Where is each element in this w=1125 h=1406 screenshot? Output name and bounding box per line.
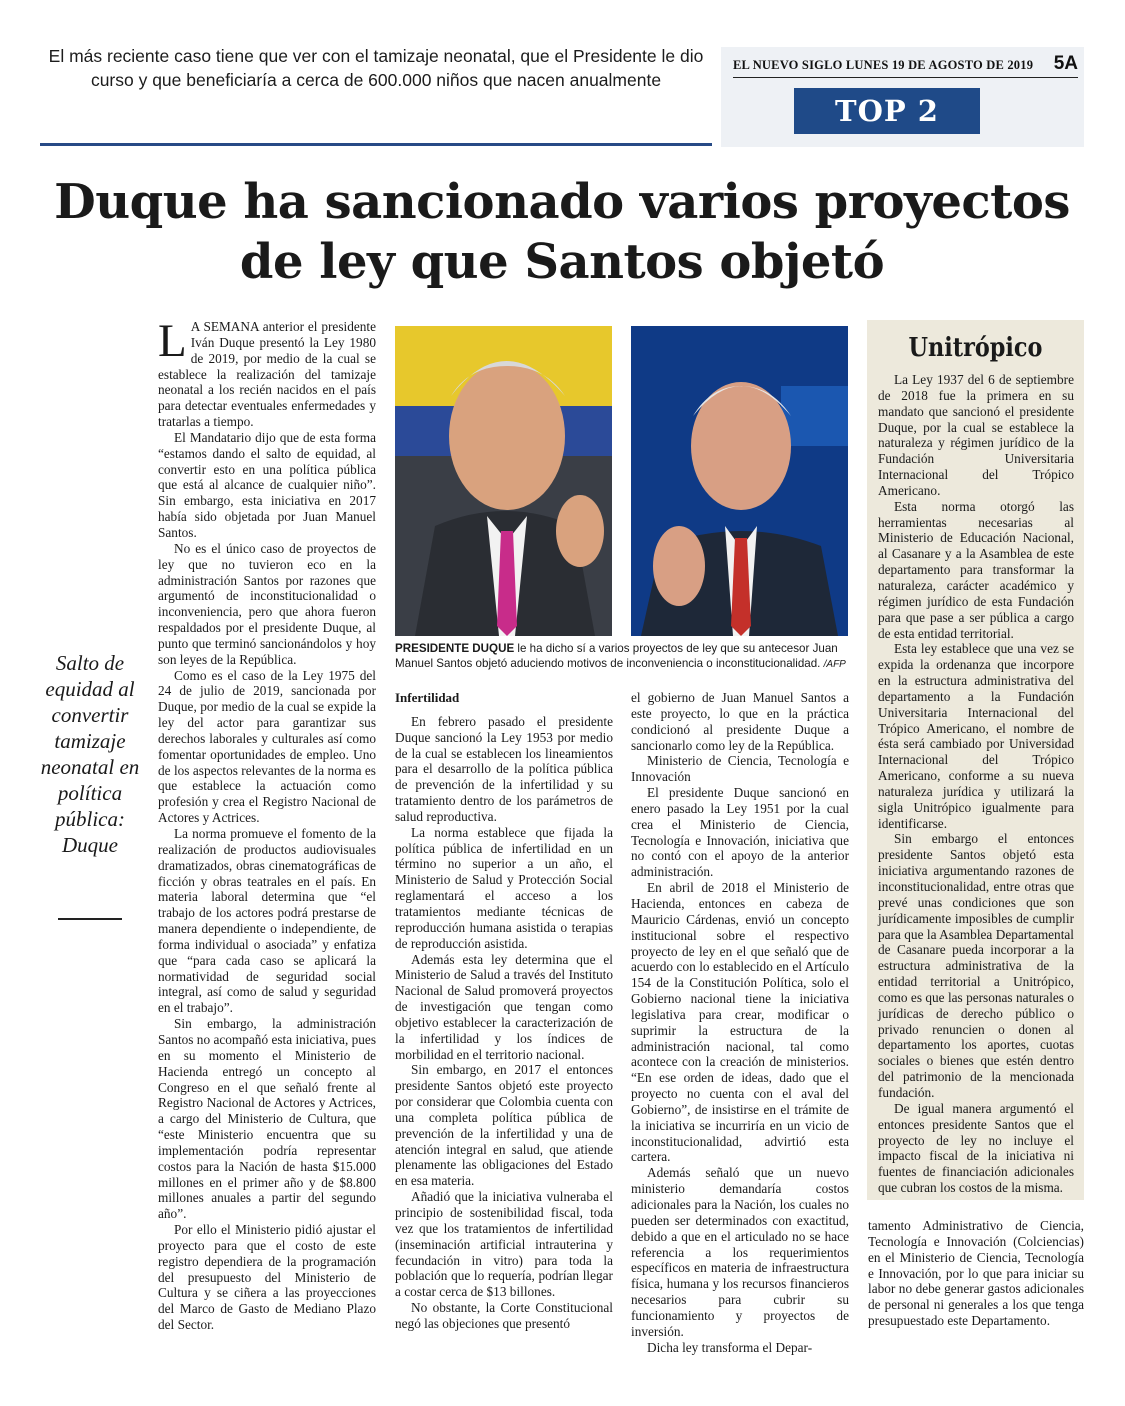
caption-lead: PRESIDENTE DUQUE (395, 642, 515, 655)
dropcap: L (158, 315, 187, 367)
article-column-3 (631, 690, 849, 1355)
article-paragraph: Dicha ley transforma el Depar- (647, 1339, 813, 1355)
page-number: 5A (1053, 53, 1078, 74)
article-paragraph: Además señaló que un nuevo ministerio demandaría costos adicionales para la Nación, los cuales no pueden ser determinados con exactitud, debido a que en el articulado no se hace referencia a los requerimientos específicos en materia de infraestructura física, humana y los recursos financieros necesarios para cubrir su funcionamiento y proyectos de inversión. (631, 1165, 849, 1339)
article-paragraph: Sin embargo, la administración Santos no acompañó esta iniciativa, pues en su momento el Ministerio de Hacienda entregó un concepto al Congreso en el que señaló frente al Registro Nacional de Actores y Actrices, a cargo del Ministerio de Cultura, que “este Ministerio encuentra que su implementación podría representar costos para la Nación de hasta $15.000 millones en el primer año y de $8.800 millones anuales a partir del segundo año”. (158, 1016, 376, 1222)
article-paragraph: Añadió que la iniciativa vulneraba el principio de sostenibilidad fiscal, toda vez que los tratamientos de infertilidad (inseminación artificial intrauterina y fecundación in vitro) para toda la población que lo requería, podrían llegar a costar cerca de $13 billones. (395, 1189, 613, 1300)
article-paragraph: La norma establece que fijada la política pública de infertilidad en un término no superior a un año, el Ministerio de Salud y Protección Social reglamentará el acceso a los tratamientos mediante técnicas de reproducción humana asistida o terapias de reproducción asistida. (395, 824, 613, 951)
photo-juan-manuel-santos (631, 326, 848, 636)
article-paragraph: El presidente Duque sancionó en enero pasado la Ley 1951 por la cual crea el Ministerio de Ciencia, Tecnología e Innovación, iniciativa que no contó con el apoyo de la anterior administración. (631, 785, 849, 880)
article-paragraph: Además esta ley determina que el Ministerio de Salud a través del Instituto Nacional de Salud promoverá proyectos de investigación que tengan como objetivo establecer la caracterización de la infertilidad y los índices de morbilidad en el territorio nacional. (395, 951, 613, 1062)
headline: Duque ha sancionado varios proyectos de ley que Santos objetó (54, 174, 1070, 290)
sidebar-paragraph: La Ley 1937 del 6 de septiembre de 2018 fue la primera en su mandato que sancionó el presidente Duque, por la cual se establece la naturaleza y régimen jurídico de la Fundación Universitaria Internacional del Trópico Americano. (878, 372, 1074, 498)
article-paragraph: Ministerio de Ciencia, Tecnología e Innovación (631, 753, 849, 785)
sidebar-title: Unitrópico (908, 333, 1043, 363)
article-paragraph: El Mandatario dijo que de esta forma “estamos dando el salto de equidad, al convertir esto en una política pública que está al alcance de cualquier niño”. Sin embargo, esta iniciativa en 2017 había sido objetada por Juan Manuel Santos. (158, 429, 376, 540)
article-column-2 (395, 690, 613, 1332)
section-label: TOP 2 (794, 88, 980, 134)
article-paragraph: En abril de 2018 el Ministerio de Hacienda, entonces en cabeza de Mauricio Cárdenas, envió un concepto institucional sobre el respectivo proyecto de ley en el que señaló que de acuerdo con lo establecido en el Artículo 154 de la Constitución Política, solo el Gobierno nacional tiene la iniciativa legislativa para crear, modificar o suprimir la estructura de la administración nacional, tal como acontece con la creación de ministerios. “En ese orden de ideas, dado que el proyecto no cuenta con el aval del Gobierno”, de insistirse en el trámite de la iniciativa se incurriría en un vicio de inconstitucionalidad, advirtió esta cartera. (631, 880, 849, 1165)
sidebar-paragraph: De igual manera argumentó el entonces presidente Santos que el proyecto de ley no incluye el impacto fiscal de la iniciativa ni fuentes de financiación adicionales que cubran los costos de la misma. (878, 1100, 1074, 1196)
subhead: Infertilidad (395, 690, 460, 705)
article-paragraph: Por ello el Ministerio pidió ajustar el proyecto para que el costo de este registro dependiera de la programación del presupuesto del Ministerio de Cultura y se ciñera a las proyecciones del Marco de Gasto de Mediano Plazo del Sector. (158, 1222, 376, 1333)
photo-ivan-duque (395, 326, 612, 636)
pull-quote: Salto de equidad al convertir tamizaje neonatal en política pública: Duque (40, 651, 140, 857)
article-paragraph: Sin embargo, en 2017 el entonces presidente Santos objetó este proyecto por considerar que Colombia cuenta con una completa política pública de prevención de la infertilidad y una de atención integral en salud, que atiende plenamente las obligaciones del Estado en esa materia. (395, 1062, 613, 1189)
pull-quote-rule (58, 918, 122, 920)
article-paragraph: L A SEMANA anterior el presidente Iván Duque presentó la Ley 1980 de 2019, por medio de la cual se establece la realización del tamizaje neonatal a los recién nacidos en el país para detectar eventuales enfermedades y tratarlas a tiempo. (158, 315, 376, 430)
sidebar-paragraph: Esta ley establece que una vez se expida la ordenanza que incorpore en la estructura administrativa del departamento a la Fundación Universitaria Internacional del Trópico Americano, el nombre de ésta será cambiado por Universidad Internacional del Trópico Americano, conforme a su nueva naturaleza jurídica y utilizará la sigla Unitrópico igualmente para identificarse. (878, 641, 1074, 831)
article-paragraph: En febrero pasado el presidente Duque sancionó la Ley 1953 por medio de la cual se establecen los lineamientos para el desarrollo de la política pública de prevención de la infertilidad y su tratamiento dentro de los parámetros de salud reproductiva. (395, 713, 613, 824)
article-column-1 (158, 315, 376, 1333)
photo-credit: /AFP (823, 659, 846, 670)
caption-text: le ha dicho sí a varios proyectos de ley que su antecesor Juan Manuel Santos objetó aduciendo motivos de inconveniencia o inconstitucionalidad. (395, 642, 838, 670)
article-column-4 (868, 1218, 1084, 1329)
photo-caption (395, 641, 849, 672)
masthead-date: EL NUEVO SIGLO LUNES 19 DE AGOSTO DE 2019 (733, 58, 1034, 72)
article-paragraph: No obstante, la Corte Constitucional negó las objeciones que presentó (395, 1300, 613, 1331)
article-paragraph: No es el único caso de proyectos de ley que no tuvieron eco en la administración Santos por razones que argumentó de inconstitucionalidad o inconveniencia, pero que ahora fueron respaldados por el presidente Duque, al punto que terminó sancionándolos y hoy son leyes de la República. (158, 540, 376, 667)
article-paragraph: Como es el caso de la Ley 1975 del 24 de julio de 2019, sancionada por Duque, por medio de la cual se expide la ley del actor para garantizar sus derechos laborales y culturales así como fomentar oportunidades de empleo. Uno de los aspectos relevantes de la norma es que establece la actuación como profesión y crea el Registro Nacional de Actores y Actrices. (158, 667, 376, 826)
masthead (733, 53, 1078, 78)
sidebar-body (878, 372, 1074, 1196)
deck-text: El más reciente caso tiene que ver con el tamizaje neonatal, que el Presidente le dio curso y que beneficiaría a cerca de 600.000 niños que nacen anualmente (48, 46, 704, 90)
duque-illustration (395, 326, 612, 636)
article-paragraph: La norma promueve el fomento de la realización de productos audiovisuales dramatizados, obras cinematográficas de ficción y obras teatrales en el país. En materia laboral determina que “el trabajo de los actores podrá prestarse de manera dependiente o independiente, de forma individual o asociada” y enfatiza que “para cada caso se aplicará la normatividad de seguridad social integral, así como de salud y seguridad en el trabajo”. (158, 826, 376, 1016)
sidebar-paragraph: Esta norma otorgó las herramientas necesarias al Ministerio de Educación Nacional, al Casanare y a la Asamblea de este departamento para transformar la naturaleza, carácter académico y régimen jurídico de esta Fundación para que pase a ser pública a cargo de esta entidad territorial. (878, 498, 1074, 641)
article-paragraph: tamento Administrativo de Ciencia, Tecnología e Innovación (Colciencias) en el Ministerio de Ciencia, Tecnología e Innovación, por lo que para iniciar su labor no debe generar gastos adicionales de personal ni generales a los que tenga presupuestado este Departamento. (868, 1218, 1084, 1329)
sidebar-paragraph: Sin embargo el entonces presidente Santos objetó esta iniciativa argumentando razones de inconstitucionalidad, entre otras que prevé unas condiciones que son jurídicamente imposibles de cumplir para que la Asamblea Departamental de Casanare pueda incorporar a la estructura administrativa de la entidad territorial a Unitrópico, como es que las personas naturales o jurídicas de derecho público o privado renuncien o donen al departamento los aportes, cuotas sociales o bienes que estén dentro del patrimonio de la mencionada fundación. (878, 831, 1074, 1100)
deck-rule (40, 143, 712, 146)
article-paragraph: el gobierno de Juan Manuel Santos a este proyecto, lo que en la práctica condicionó al presidente Duque a sancionarlo como ley de la República. (631, 690, 849, 753)
santos-illustration (631, 326, 848, 636)
